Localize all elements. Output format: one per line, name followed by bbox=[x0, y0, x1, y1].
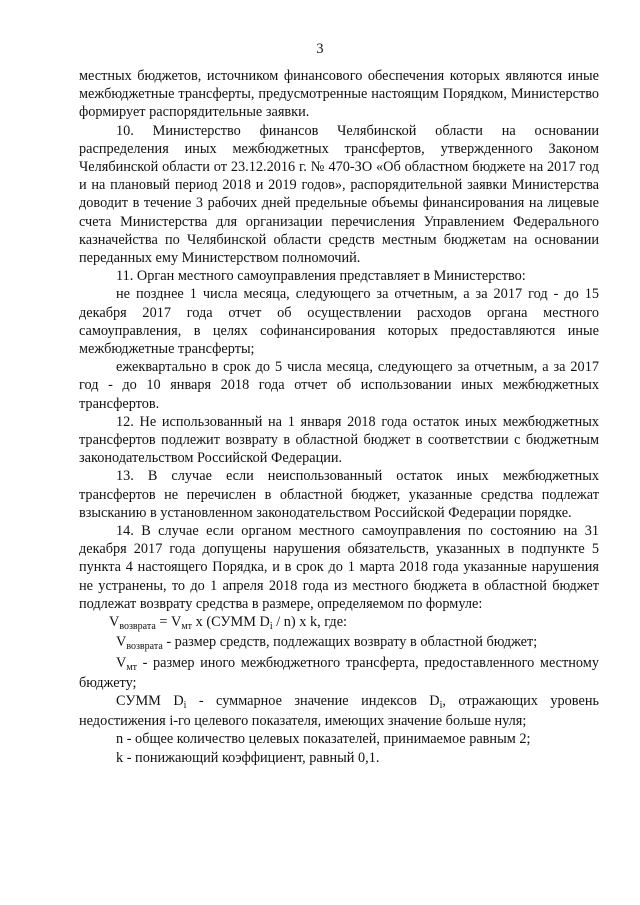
paragraph-continuation: местных бюджетов, источником финансового обеспечения которых являются иные межбюджетные трансферты, предусмотренные настоящим Порядком, Министерство формирует распорядительные заявки. bbox=[79, 68, 599, 121]
def3-subscript-2: i bbox=[439, 699, 443, 711]
formula-vmt: V bbox=[170, 614, 182, 631]
page-number: 3 bbox=[316, 41, 324, 57]
formula-tail: / n) х k, где: bbox=[272, 614, 348, 631]
def3-text-b: , отражающих уровень недостижения i-го целевого показателя, имеющих значение больше нуля; bbox=[79, 692, 599, 730]
def3-subscript: i bbox=[183, 699, 187, 711]
definition-n: n - общее количество целевых показателей, принимаемое равным 2; bbox=[116, 731, 531, 748]
definition-v-mt bbox=[79, 654, 599, 692]
def2-symbol: V bbox=[116, 654, 127, 671]
definition-v-return bbox=[79, 633, 599, 653]
def2-subscript: мт bbox=[126, 661, 138, 673]
def3-symbol: СУММ D bbox=[116, 692, 184, 709]
def1-subscript: возврата bbox=[126, 641, 163, 653]
paragraph-10: 10. Министерство финансов Челябинской области на основании распределения иных межбюджетных трансфертов, утвержденного Законом Челябинской области от 23.12.2016 г. № 470-ЗО «Об областном бюджете на 2017 год и на плановый период 2018 и 2019 годов», распорядительной заявки Министерства доводит в течение 3 рабочих дней предельные объемы финансирования на лицевые счета Министерства для организации перечисления Управлением Федерального казначейства по Челябинской области средств местным бюджетам на основании переданных ему Министерством полномочий. bbox=[79, 122, 599, 267]
formula-d-subscript: i bbox=[269, 621, 273, 633]
def1-symbol: V bbox=[116, 634, 127, 651]
formula-equals: = bbox=[155, 614, 171, 631]
formula-v: V bbox=[109, 614, 120, 631]
def3-text-a: - суммарное значение индексов D bbox=[186, 692, 440, 709]
paragraph-11-item-2: ежеквартально в срок до 5 числа месяца, следующего за отчетным, а за 2017 год - до 10 января 2018 года отчет об использовании иных межбюджетных трансфертов. bbox=[79, 359, 599, 412]
paragraph-12: 12. Не использованный на 1 января 2018 года остаток иных межбюджетных трансфертов подлежит возврату в областной бюджет в соответствии с бюджетным законодательством Российской Федерации. bbox=[79, 413, 599, 467]
definition-k: k - понижающий коэффициент, равный 0,1. bbox=[116, 749, 380, 766]
formula-sum: х (СУММ D bbox=[192, 614, 270, 631]
paragraph-11-item-1: не позднее 1 числа месяца, следующего за отчетным, а за 2017 год - до 15 декабря 2017 года отчет об осуществлении расходов органа местного самоуправления, в целях софинансирования которых предоставляются иные межбюджетные трансферты; bbox=[79, 286, 599, 358]
paragraph-13: 13. В случае если неиспользованный остаток иных межбюджетных трансфертов не перечислен в областной бюджет, указанные средства подлежат взысканию в установленном законодательством Российской Федерации порядке. bbox=[79, 468, 599, 521]
return-formula bbox=[79, 613, 599, 633]
paragraph-14: 14. В случае если органом местного самоуправления по состоянию на 31 декабря 2017 года допущены нарушения обязательств, указанных в подпункте 5 пункта 4 настоящего Порядка, и в срок до 1 марта 2018 года указанные нарушения не устранены, то до 1 апреля 2018 года из местного бюджета в областной бюджет подлежат возврату средства в размере, определяемом по формуле: bbox=[79, 523, 599, 612]
definition-sum-d bbox=[79, 692, 599, 730]
formula-v-subscript: возврата bbox=[119, 621, 156, 633]
formula-vmt-subscript: мт bbox=[181, 621, 193, 633]
paragraph-11: 11. Орган местного самоуправления представляет в Министерство: bbox=[116, 268, 526, 285]
document-body bbox=[79, 67, 599, 767]
def1-text: - размер средств, подлежащих возврату в областной бюджет; bbox=[162, 634, 538, 651]
def2-text: - размер иного межбюджетного трансферта, предоставленного местному бюджету; bbox=[79, 654, 599, 691]
